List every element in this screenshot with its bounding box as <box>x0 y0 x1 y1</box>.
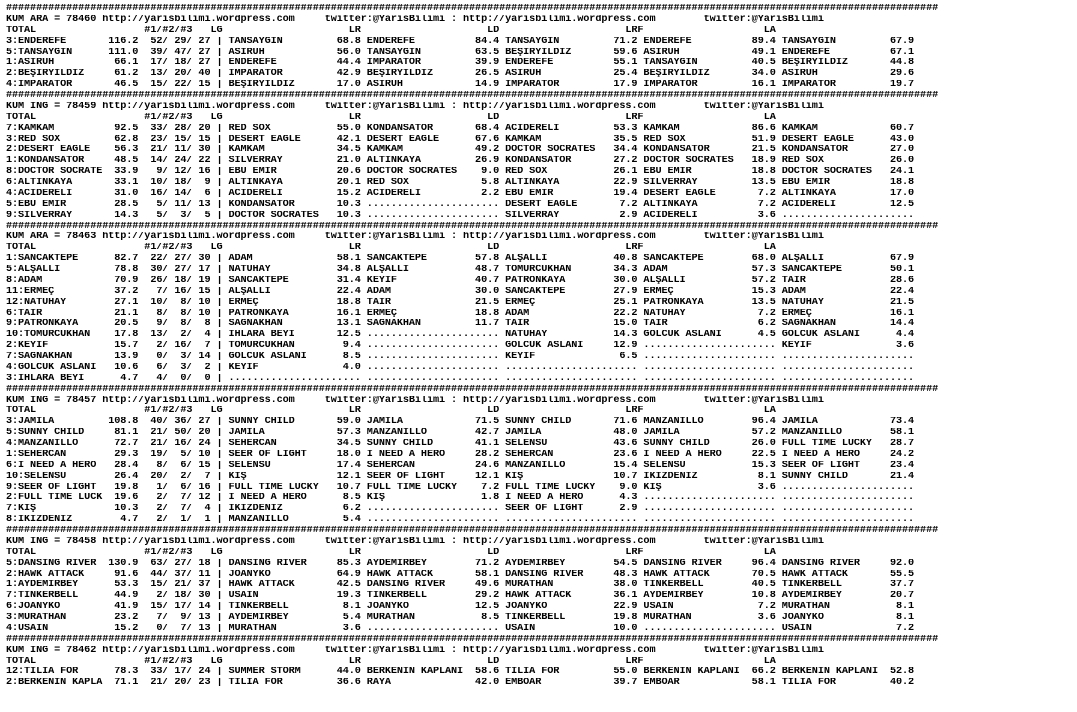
result-line: 10:TOMURCUKHAN 17.8 13/ 2/ 4 | IHLARA BEYİ 12.5 ...................... NATUHAY 14.3 GÖLCÜK ASLANI 4.5 GÖLCÜK ASLANI 4.4 <box>6 330 915 341</box>
result-line: 4:MANZANILLO 72.7 21/ 16/ 24 | SEHERCAN 34.5 SUNNY CHILD 41.1 SELENSU 43.6 SUNNY CHILD 26.0 FULL TIME LUCKY 28.7 <box>6 439 915 449</box>
result-line: 6:TAİR 21.1 8/ 8/ 10 | PATRONKAYA 16.1 ERMEÇ 18.8 ADAM 22.2 NATUHAY 7.2 ERMEÇ 16.1 <box>6 308 915 319</box>
result-line: 2:FULL TIME LUCK 19.6 2/ 7/ 12 | I NEED A HERO 8.5 KIŞ 1.8 I NEED A HERO 4.3 ...................... ...................... <box>6 493 915 504</box>
result-line: 7:SAĞNAKHAN 13.9 0/ 3/ 14 | GÖLCÜK ASLANI 8.5 ...................... KEYİF 6.5 ...................... ...................... <box>6 352 915 362</box>
race-header-line: KUM ING = 78459 http://yarisbilimi.wordpress.com twitter:@YarisBilimi : http://yarisbilimi.wordpress.com twitter:@YarisBilimi <box>6 101 824 112</box>
result-line: 8:DOCTOR SOCRATE 33.9 9/ 12/ 16 | EBU EMİR 20.6 DOCTOR SOCRATES 9.0 RED SOX 26.1 EBU EMİR 18.8 DOCTOR SOCRATES 24.1 <box>6 167 915 178</box>
result-line: 6:I NEED A HERO 28.4 8/ 6/ 15 | SELENSU 17.4 SEHERCAN 24.6 MANZANILLO 15.4 SELENSU 15.3 SEER OF LIGHT 23.4 <box>6 460 915 471</box>
result-line: 8:İKIZDENIZ 4.7 2/ 1/ 1 | MANZANILLO 5.4 ...................... ...................... ...................... ...................... <box>6 515 915 526</box>
result-line: 3:IHLARA BEYİ 4.7 4/ 0/ 0 | ...................... ...................... ...................... ...................... ...................... <box>6 373 915 384</box>
separator-line: ########################################################################################################################################################### <box>6 4 939 14</box>
column-header-line: TOTAL #1/#2/#3 LG LR LD LRF LA <box>6 243 776 254</box>
result-line: 9:SEER OF LIGHT 19.8 1/ 6/ 16 | FULL TIME LUCKY 10.7 FULL TIME LUCKY 7.2 FULL TIME LUCKY 9.0 KIŞ 3.6 ...................... <box>6 482 915 493</box>
result-line: 5:SUNNY CHILD 81.1 21/ 50/ 20 | JAMILA 57.3 MANZANILLO 42.7 JAMILA 48.0 JAMILA 57.2 MANZANILLO 58.1 <box>6 428 915 439</box>
result-line: 12:TILIA FOR 78.3 33/ 17/ 24 | SUMMER STORM 44.0 BERKENIN KAPLANI 58.6 TILIA FOR 55.0 BERKENIN KAPLANI 66.2 BERKENIN KAPLANI 52.8 <box>6 667 915 678</box>
column-header-line: TOTAL #1/#2/#3 LG LR LD LRF LA <box>6 547 776 558</box>
result-line: 2:KEYİF 15.7 2/ 16/ 7 | TOMURCUKHAN 9.4 ...................... GÖLCÜK ASLANI 12.9 ...................... KEYİF 3.6 <box>6 341 915 352</box>
result-line: 5:DANSING RIVER 130.9 63/ 27/ 18 | DANSING RIVER 85.3 AYDEMİRBEY 71.2 AYDEMİRBEY 54.5 DANSING RIVER 96.4 DANSING RIVER 92.0 <box>6 558 915 569</box>
result-line: 7:KAMKAM 92.5 33/ 28/ 20 | RED SOX 55.0 KONDANSATÖR 68.4 ACIDERELİ 53.3 KAMKAM 86.6 KAMKAM 60.7 <box>6 123 915 134</box>
race-header-line: KUM ARA = 78463 http://yarisbilimi.wordpress.com twitter:@YarisBilimi : http://yarisbilimi.wordpress.com twitter:@YarisBilimi <box>6 232 824 243</box>
result-line: 11:ERMEÇ 37.2 7/ 16/ 15 | ALŞALLI 22.4 ADAM 30.0 SANCAKTEPE 27.9 ERMEÇ 15.3 ADAM 22.4 <box>6 286 915 297</box>
separator-line: ########################################################################################################################################################### <box>6 384 939 395</box>
result-line: 4:İMPARATOR 46.5 15/ 22/ 15 | BEŞİRYILDIZ 17.0 ASIRUH 14.9 İMPARATOR 17.9 İMPARATOR 16.1 İMPARATOR 19.7 <box>6 80 915 91</box>
result-line: 5:ALŞALLI 78.8 30/ 27/ 17 | NATUHAY 34.8 ALŞALLI 48.7 TOMURCUKHAN 34.3 ADAM 57.3 SANCAKTEPE 50.1 <box>6 265 915 275</box>
result-line: 1:SANCAKTEPE 82.7 22/ 27/ 30 | ADAM 58.1 SANCAKTEPE 57.8 ALŞALLI 40.8 SANCAKTEPE 68.0 ALŞALLI 67.9 <box>6 254 915 265</box>
result-line: 2:BERKENIN KAPLA 71.1 21/ 20/ 23 | TILIA FOR 36.6 RAYA 42.0 EMBOAR 39.7 EMBOAR 58.1 TILIA FOR 40.2 <box>6 678 915 689</box>
race-header-line: KUM ING = 78458 http://yarisbilimi.wordpress.com twitter:@YarisBilimi : http://yarisbilimi.wordpress.com twitter:@YarisBilimi <box>6 536 824 547</box>
result-line: 8:ADAM 70.9 26/ 18/ 19 | SANCAKTEPE 31.4 KEYİF 40.7 PATRONKAYA 30.0 ALŞALLI 57.2 TAİR 28.6 <box>6 275 915 286</box>
separator-line: ########################################################################################################################################################### <box>6 526 939 536</box>
result-line: 1:AYDEMİRBEY 53.3 15/ 21/ 37 | HAWK ATTACK 42.5 DANSING RIVER 49.6 MURATHAN 38.0 TINKERBELL 40.5 TINKERBELL 37.7 <box>6 580 915 591</box>
result-line: 2:DESERT EAGLE 56.3 21/ 11/ 30 | KAMKAM 34.5 KAMKAM 49.2 DOCTOR SOCRATES 34.4 KONDANSATÖR 21.5 KONDANSATÖR 27.0 <box>6 145 915 156</box>
result-line: 4:ACIDERELİ 31.0 16/ 14/ 6 | ACIDERELİ 15.2 ACIDERELİ 2.2 EBU EMİR 19.4 DESERT EAGLE 7.2 ALTINKAYA 17.0 <box>6 188 915 199</box>
result-line: 9:SILVERRAY 14.3 5/ 3/ 5 | DOCTOR SOCRATES 10.3 ...................... SILVERRAY 2.9 ACIDERELİ 3.6 ...................... <box>6 210 915 221</box>
race-header-line: KUM ING = 78457 http://yarisbilimi.wordpress.com twitter:@YarisBilimi : http://yarisbilimi.wordpress.com twitter:@YarisBilimi <box>6 395 824 406</box>
result-line: 6:JOANYKO 41.9 15/ 17/ 14 | TINKERBELL 8.1 JOANYKO 12.5 JOANYKO 22.9 USAIN 7.2 MURATHAN 8.1 <box>6 602 915 613</box>
result-line: 2:HAWK ATTACK 91.6 44/ 37/ 11 | JOANYKO 64.9 HAWK ATTACK 58.1 DANSING RIVER 48.3 HAWK ATTACK 70.5 HAWK ATTACK 55.5 <box>6 569 915 580</box>
result-line: 6:ALTINKAYA 33.1 10/ 18/ 9 | ALTINKAYA 20.1 RED SOX 5.8 ALTINKAYA 22.9 SILVERRAY 13.5 EBU EMİR 18.8 <box>6 178 915 188</box>
race-header-line: KUM ARA = 78460 http://yarisbilimi.wordpress.com twitter:@YarisBilimi : http://yarisbilimi.wordpress.com twitter:@YarisBilimi <box>6 14 824 25</box>
separator-line: ########################################################################################################################################################### <box>6 634 939 645</box>
result-line: 5:TANSAYGIN 111.0 39/ 47/ 27 | ASIRUH 56.0 TANSAYGIN 63.5 BEŞİRYILDIZ 59.6 ASIRUH 49.1 ENDEREFE 67.1 <box>6 47 915 58</box>
result-line: 5:EBU EMİR 28.5 5/ 11/ 13 | KONDANSATÖR 10.3 ...................... DESERT EAGLE 7.2 ALTINKAYA 7.2 ACIDERELİ 12.5 <box>6 199 915 210</box>
result-line: 9:PATRONKAYA 20.5 9/ 8/ 8 | SAĞNAKHAN 13.1 SAĞNAKHAN 11.7 TAİR 15.0 TAİR 6.2 SAĞNAKHAN 14.4 <box>6 319 915 330</box>
result-line: 4:GÖLCÜK ASLANI 10.6 6/ 3/ 2 | KEYİF 4.0 ...................... ...................... ...................... ...................... <box>6 362 915 373</box>
column-header-line: TOTAL #1/#2/#3 LG LR LD LRF LA <box>6 25 776 36</box>
result-line: 4:USAIN 15.2 0/ 7/ 13 | MURATHAN 3.6 ...................... USAIN 10.0 ...................... USAIN 7.2 <box>6 623 915 634</box>
result-line: 3:MURATHAN 23.2 7/ 9/ 13 | AYDEMİRBEY 5.4 MURATHAN 8.5 TINKERBELL 19.8 MURATHAN 3.6 JOANYKO 8.1 <box>6 613 915 623</box>
column-header-line: TOTAL #1/#2/#3 LG LR LD LRF LA <box>6 406 776 417</box>
result-line: 2:BEŞİRYILDIZ 61.2 13/ 20/ 40 | İMPARATOR 42.9 BEŞİRYILDIZ 26.5 ASIRUH 25.4 BEŞİRYILDIZ 34.0 ASIRUH 29.6 <box>6 69 915 80</box>
column-header-line: TOTAL #1/#2/#3 LG LR LD LRF LA <box>6 112 776 123</box>
result-line: 3:RED SOX 62.8 23/ 15/ 15 | DESERT EAGLE 42.1 DESERT EAGLE 67.6 KAMKAM 35.5 RED SOX 51.9 DESERT EAGLE 43.0 <box>6 134 915 145</box>
separator-line: ########################################################################################################################################################### <box>6 91 939 101</box>
result-line: 1:KONDANSATÖR 48.5 14/ 24/ 22 | SILVERRAY 21.0 ALTINKAYA 26.9 KONDANSATÖR 27.2 DOCTOR SOCRATES 18.9 RED SOX 26.0 <box>6 156 915 167</box>
race-header-line: KUM ING = 78462 http://yarisbilimi.wordpress.com twitter:@YarisBilimi : http://yarisbilimi.wordpress.com twitter:@YarisBilimi <box>6 645 824 656</box>
separator-line: ########################################################################################################################################################### <box>6 221 939 232</box>
result-line: 7:TINKERBELL 44.9 2/ 18/ 30 | USAIN 19.3 TINKERBELL 29.2 HAWK ATTACK 36.1 AYDEMİRBEY 10.8 AYDEMİRBEY 20.7 <box>6 591 915 602</box>
result-line: 10:SELENSU 26.4 20/ 2/ 7 | KIŞ 12.1 SEER OF LIGHT 12.1 KIŞ 10.7 İKIZDENIZ 8.1 SUNNY CHILD 21.4 <box>6 471 915 482</box>
column-header-line: TOTAL #1/#2/#3 LG LR LD LRF LA <box>6 656 776 667</box>
result-line: 3:JAMILA 108.8 40/ 36/ 27 | SUNNY CHILD 59.0 JAMILA 71.5 SUNNY CHILD 71.6 MANZANILLO 96.4 JAMILA 73.4 <box>6 417 915 428</box>
result-line: 7:KIŞ 10.3 2/ 7/ 4 | İKIZDENIZ 6.2 ...................... SEER OF LIGHT 2.9 ...................... ...................... <box>6 504 915 515</box>
result-line: 1:SEHERCAN 29.3 19/ 5/ 10 | SEER OF LIGHT 18.0 I NEED A HERO 28.2 SEHERCAN 23.6 I NEED A HERO 22.5 I NEED A HERO 24.2 <box>6 449 915 460</box>
result-line: 3:ENDEREFE 116.2 52/ 29/ 27 | TANSAYGIN 68.8 ENDEREFE 84.4 TANSAYGIN 71.2 ENDEREFE 89.4 TANSAYGIN 67.9 <box>6 36 915 47</box>
result-line: 1:ASIRUH 66.1 17/ 18/ 27 | ENDEREFE 44.4 İMPARATOR 39.9 ENDEREFE 55.1 TANSAYGIN 40.5 BEŞİRYILDIZ 44.8 <box>6 58 915 69</box>
result-line: 12:NATUHAY 27.1 10/ 8/ 10 | ERMEÇ 18.8 TAİR 21.5 ERMEÇ 25.1 PATRONKAYA 13.5 NATUHAY 21.5 <box>6 297 915 308</box>
